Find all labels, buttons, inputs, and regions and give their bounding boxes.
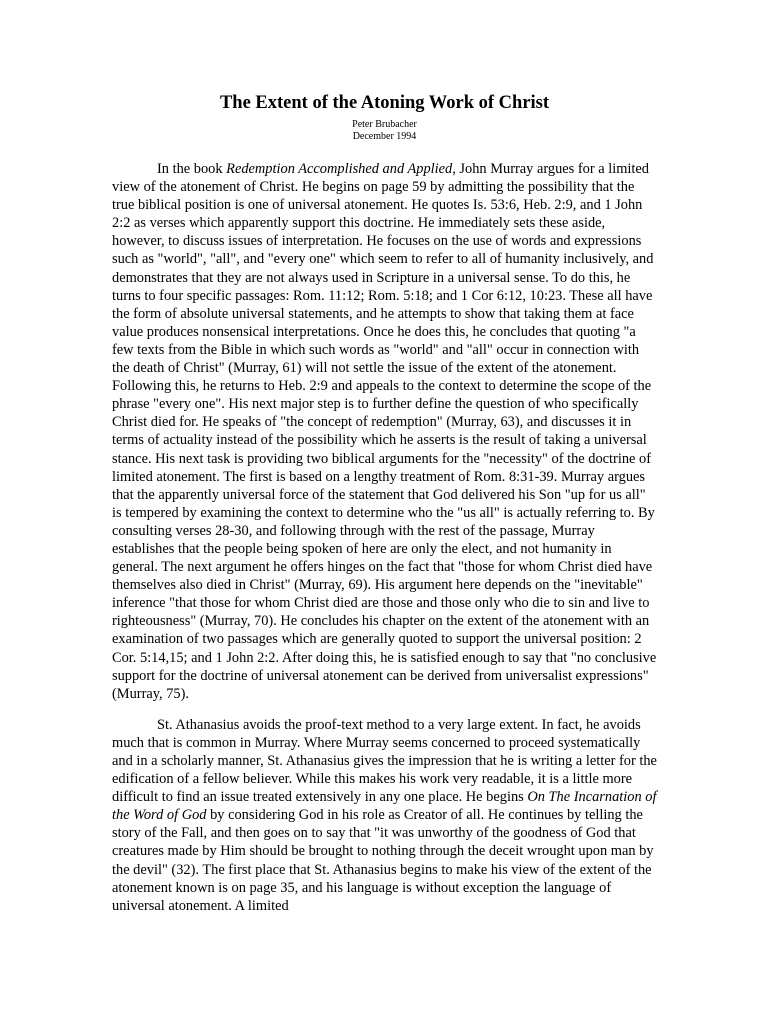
paragraph [112, 160, 657, 703]
author-name: Peter Brubacher [352, 119, 417, 130]
document-title: The Extent of the Atoning Work of Christ [219, 93, 550, 113]
paragraph [112, 716, 657, 915]
document-meta [112, 119, 657, 143]
document-body [112, 160, 657, 915]
book-title: On The Incarnation of the Word of God [112, 789, 657, 824]
document-page [112, 92, 657, 915]
text-run: , John Murray argues for a limited view of the atonement of Christ. He begins on page 59 by admitting the possibility that the true biblical position is one of universal atonement. He quotes Is. 53:6, Heb. 2:9, and 1 John 2:2 as verses which apparently support this doctrine. He immediately sets these aside, however, to discuss issues of interpretation. He focuses on the use of words and expressions such as "world", "all", and "every one" which seem to refer to all of humanity inclusively, and demonstrates that they are not always used in Scripture in a universal sense. To do this, he turns to four specific passages: Rom. 11:12; Rom. 5:18; and 1 Cor 6:12, 10:23. These all have the form of absolute universal statements, and he attempts to show that taking them at face value produces nonsensical interpretations. Once he does this, he concludes that quoting "a few texts from the Bible in which such words as "world" and "all" occur in connection with the death of Christ" (Murray, 61) will not settle the issue of the extent of the atonement. Following this, he returns to Heb. 2:9 and appeals to the context to determine the scope of the phrase "every one". His next major step is to further define the question of who specifically Christ died for. He speaks of "the concept of redemption" (Murray, 63), and discusses it in terms of actuality instead of the possibility which he asserts is the result of taking a universal stance. His next task is providing two biblical arguments for the "necessity" of the doctrine of limited atonement. The first is based on a lengthy treatment of Rom. 8:31-39. Murray argues that the apparently universal force of the statement that God delivered his Son "up for us all" is tempered by examining the context to determine who the "us all" is actually referring to. By consulting verses 28-30, and following through with the rest of the passage, Murray establishes that the people being spoken of here are only the elect, and not humanity in general. The next argument he offers hinges on the fact that "those for whom Christ died have themselves also died in Christ" (Murray, 69). His argument here depends on the "inevitable" inference "that those for whom Christ died are those and those only who die to sin and live to righteousness" (Murray, 70). He concludes his chapter on the extent of the atonement with an examination of two passages which are generally quoted to support the universal position: 2 Cor. 5:14,15; and 1 John 2:2. After doing this, he is satisfied enough to say that "no conclusive support for the doctrine of universal atonement can be derived from universalist expressions" (Murray, 75). [112, 161, 657, 702]
book-title: Redemption Accomplished and Applied [226, 161, 453, 177]
text-run: In the book [157, 161, 227, 177]
text-run: by considering God in his role as Creator of all. He continues by telling the story of the Fall, and then goes on to say that "it was unworthy of the goodness of God that creatures made by Him should be brought to nothing through the deceit wrought upon man by the devil" (32). The first place that St. Athanasius begins to make his view of the extent of the atonement known is on page 35, and his language is without exception the language of universal atonement. A limited [112, 807, 654, 914]
text-run: St. Athanasius avoids the proof-text method to a very large extent. In fact, he avoids much that is common in Murray. Where Murray seems concerned to proceed systematically and in a scholarly manner, St. Athanasius gives the impression that he is writing a letter for the edification of a fellow believer. While this makes his work very readable, it is a little more difficult to find an issue treated extensively in any one place. He begins [112, 716, 657, 806]
document-date: December 1994 [352, 131, 417, 142]
